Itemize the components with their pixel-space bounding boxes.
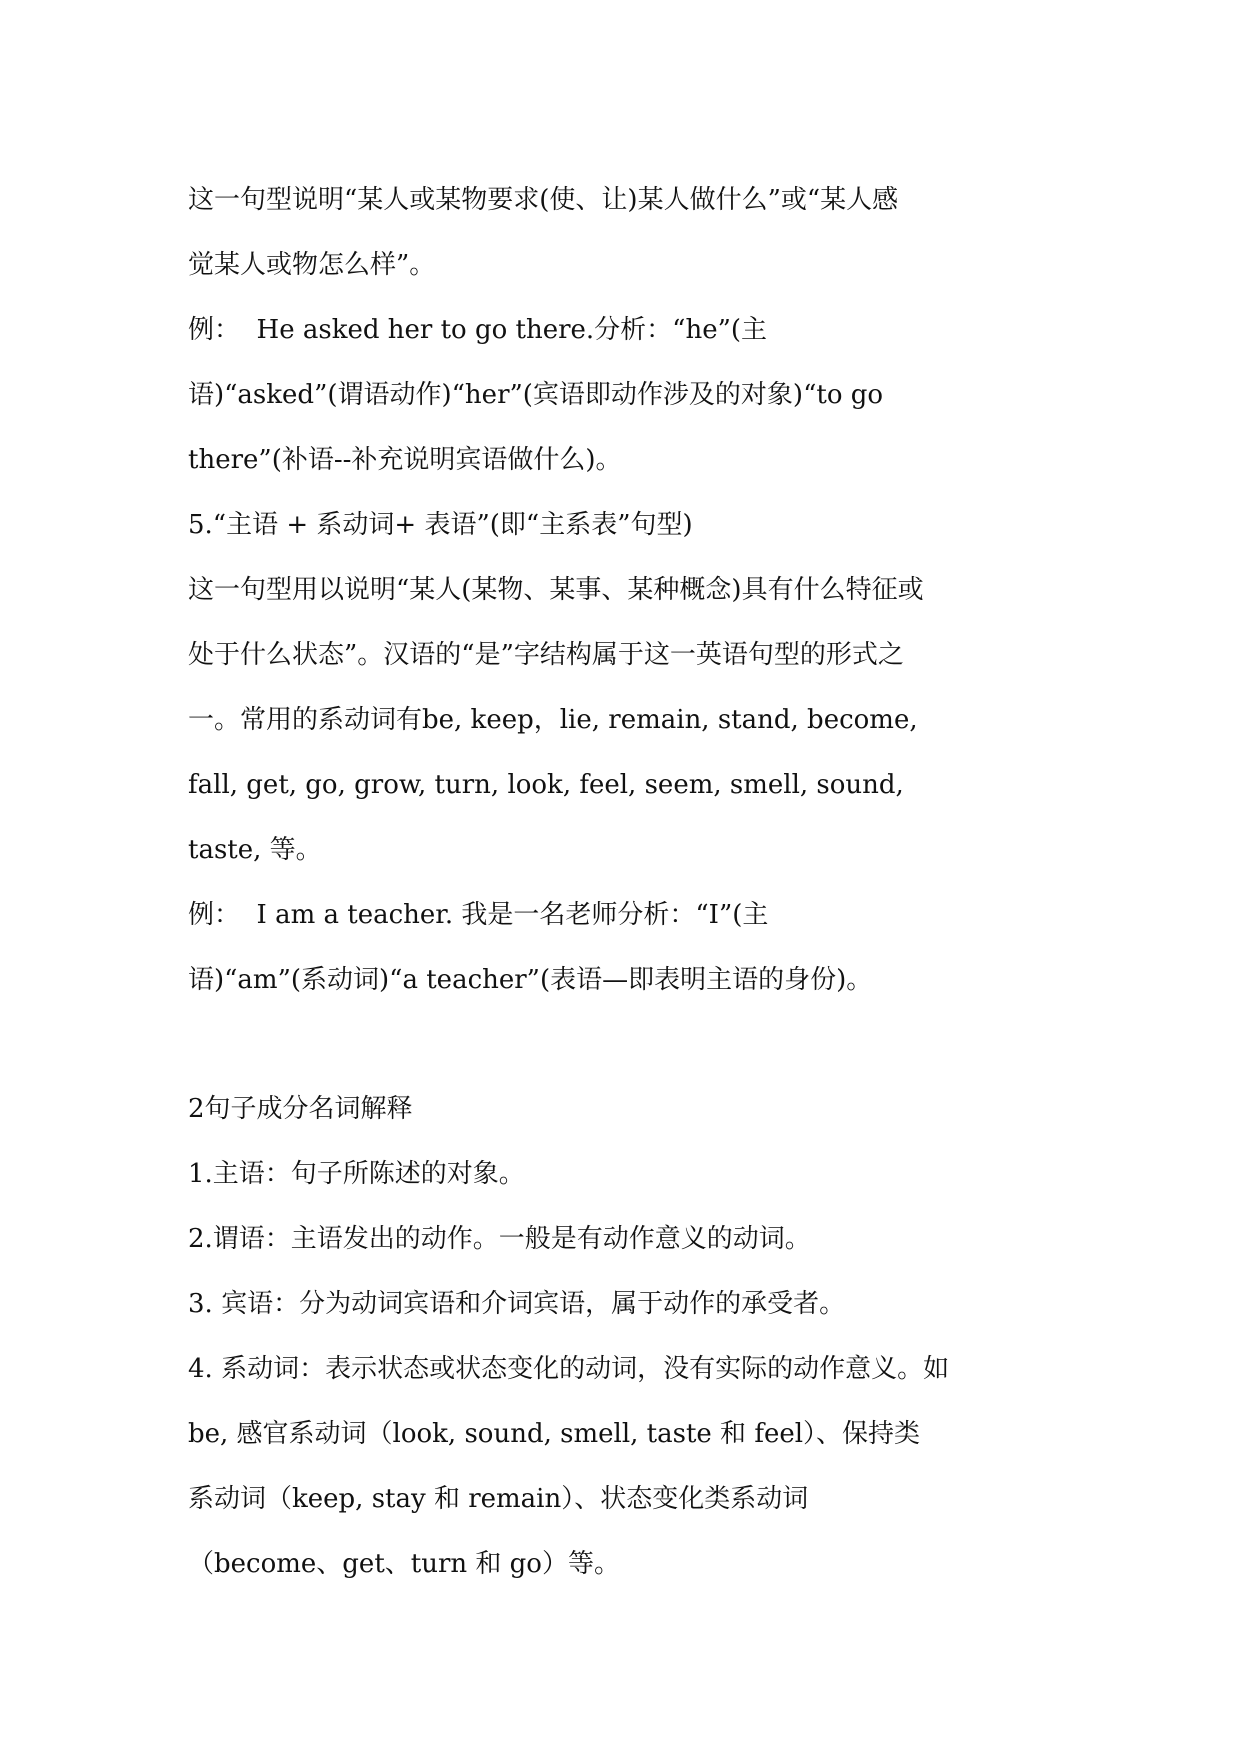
example-analysis-line: 语)“asked”(谓语动作)“her”(宾语即动作涉及的对象)“to go (188, 380, 884, 410)
definition-line: be, 感官系动词（look, sound, smell, taste 和 feel）、保持类 (188, 1419, 921, 1449)
paragraph-line: taste, 等。 (188, 835, 322, 865)
section-item-heading: 5.“主语 + 系动词+ 表语”(即“主系表”句型) (188, 510, 693, 540)
example-analysis-line: there”(补语--补充说明宾语做什么)。 (188, 445, 622, 475)
paragraph-line: 处于什么状态”。汉语的“是”字结构属于这一英语句型的形式之 (188, 640, 904, 670)
example-analysis-line: 语)“am”(系动词)“a teacher”(表语—即表明主语的身份)。 (188, 965, 873, 995)
paragraph-line: fall, get, go, grow, turn, look, feel, seem, smell, sound, (188, 770, 904, 800)
example-line: 例： I am a teacher. 我是一名老师分析：“I”(主 (188, 900, 769, 930)
section-gap (188, 1013, 1068, 1077)
definition-line: 4. 系动词：表示状态或状态变化的动词，没有实际的动作意义。如 (188, 1354, 950, 1384)
paragraph-line: 一。常用的系动词有be, keep，lie, remain, stand, become, (188, 705, 918, 735)
document-body (188, 168, 1068, 1597)
paragraph-line: 这一句型用以说明“某人(某物、某事、某种概念)具有什么特征或 (188, 575, 924, 605)
definition-line: 2.谓语：主语发出的动作。一般是有动作意义的动词。 (188, 1224, 811, 1254)
definition-line: 3. 宾语：分为动词宾语和介词宾语，属于动作的承受者。 (188, 1289, 846, 1319)
definition-line: 系动词（keep, stay 和 remain）、状态变化类系动词 (188, 1484, 809, 1514)
definition-line: （become、get、turn 和 go）等。 (188, 1549, 620, 1579)
example-line: 例： He asked her to go there.分析：“he”(主 (188, 315, 768, 345)
paragraph-line: 觉某人或物怎么样”。 (188, 250, 436, 280)
definition-line: 1.主语：句子所陈述的对象。 (188, 1159, 525, 1189)
paragraph-line: 这一句型说明“某人或某物要求(使、让)某人做什么”或“某人感 (188, 185, 899, 215)
section-heading: 2句子成分名词解释 (188, 1094, 413, 1124)
